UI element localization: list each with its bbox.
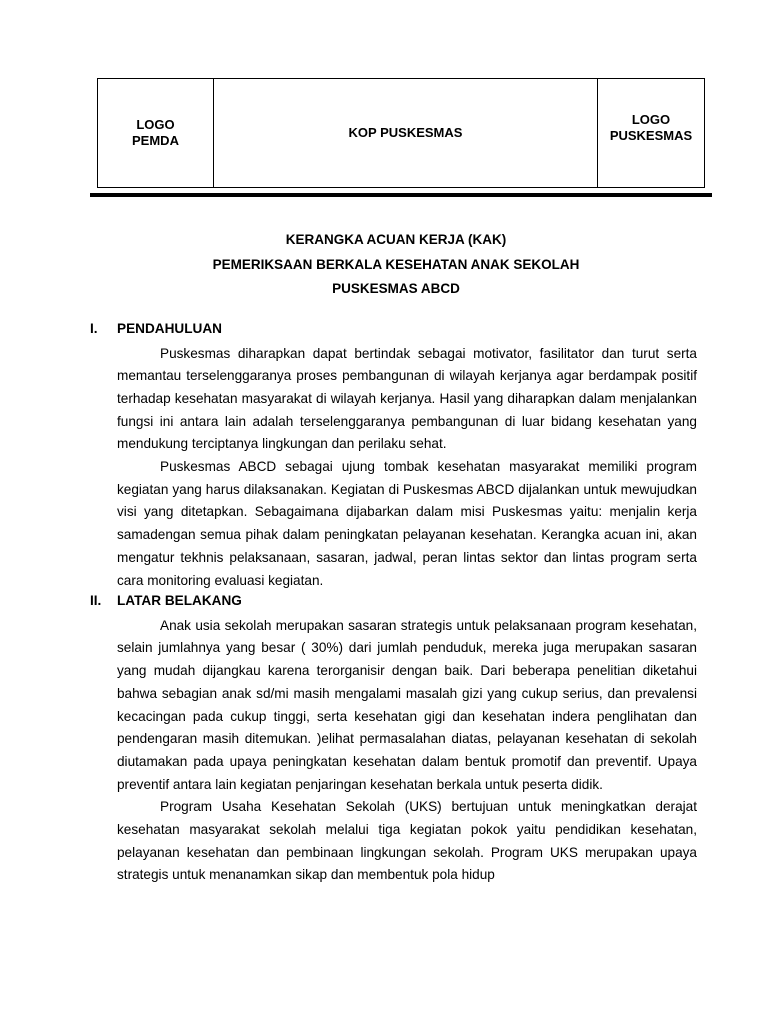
- section-heading-pendahuluan: [90, 320, 697, 343]
- paragraph: Puskesmas ABCD sebagai ujung tombak kesehatan masyarakat memiliki program kegiatan yang harus dilaksanakan. Kegiatan di Puskesmas ABCD dijalankan untuk mewujudkan visi yang ditetapkan. Sebagaimana dijabarkan dalam misi Puskesmas yaitu: menjalin kerja samadengan semua pihak dalam peningkatan pelayanan kesehatan. Kerangka acuan ini, akan mengatur tekhnis pelaksanaan, sasaran, jadwal, peran lintas sektor dan lintas program serta cara monitoring evaluasi kegiatan.: [117, 459, 697, 588]
- document-body: [90, 320, 697, 887]
- document-title-line-3: PUSKESMAS ABCD: [332, 281, 460, 296]
- logo-puskesmas-placeholder: LOGO PUSKESMAS: [609, 112, 693, 143]
- section-title: PENDAHULUAN: [117, 321, 222, 336]
- paragraph: Puskesmas diharapkan dapat bertindak sebagai motivator, fasilitator dan turut serta memantau terselenggaranya proses pembangunan di wilayah kerjanya agar berdampak positif terhadap kesehatan masyarakat di wilayah kerjanya. Hasil yang diharapkan dalam menjalankan fungsi ini antara lain adalah terselenggaranya pembangunan di luar bidang kesehatan yang mendukung terciptanya lingkungan dan perilaku sehat.: [117, 345, 697, 452]
- paragraph: Anak usia sekolah merupakan sasaran strategis untuk pelaksanaan program kesehatan, selain jumlahnya yang besar ( 30%) dari jumlah penduduk, mereka juga merupakan sasaran yang mudah dijangkau karena terorganisir dengan baik. Dari beberapa penelitian diketahui bahwa sebagian anak sd/mi masih mengalami masalah gizi yang cukup serius, dan prevalensi kecacingan pada cukup tinggi, serta kesehatan gigi dan kesehatan indera penglihatan dan pendengaran masih ditemukan. )elihat permasalahan diatas, pelayanan kesehatan di sekolah diutamakan pada upaya peningkatan kesehatan dalam bentuk promotif dan preventif. Upaya preventif antara lain kegiatan penjaringan kesehatan berkala untuk peserta didik.: [117, 617, 697, 792]
- section-number: II.: [90, 593, 102, 609]
- section-title: LATAR BELAKANG: [117, 593, 242, 609]
- document-title-line-2: PEMERIKSAAN BERKALA KESEHATAN ANAK SEKOLAH: [212, 256, 580, 272]
- letterhead-rule: [90, 193, 712, 197]
- letterhead-title: KOP PUSKESMAS: [214, 79, 598, 187]
- section-number: I.: [90, 321, 98, 336]
- letterhead-table: [97, 78, 705, 188]
- document-title-line-1: KERANGKA ACUAN KERJA (KAK): [285, 232, 507, 247]
- logo-pemda-placeholder: LOGO PEMDA: [98, 79, 214, 187]
- paragraph: Program Usaha Kesehatan Sekolah (UKS) bertujuan untuk meningkatkan derajat kesehatan masyarakat sekolah melalui tiga kegiatan pokok yaitu pendidikan kesehatan, pelayanan kesehatan dan pembinaan lingkungan sekolah. Program UKS merupakan upaya strategis untuk menanamkan sikap dan membentuk pola hidup: [117, 799, 697, 883]
- document-title: [90, 231, 702, 305]
- section-heading-latar-belakang: [90, 592, 697, 615]
